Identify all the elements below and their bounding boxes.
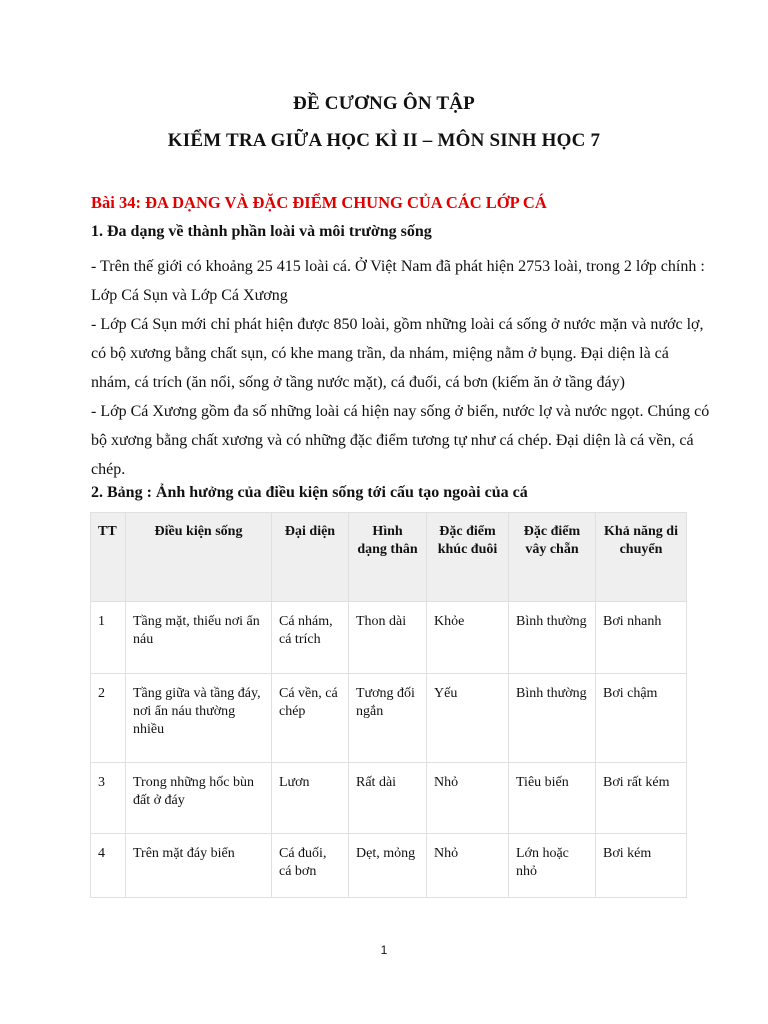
- table-row: [91, 602, 687, 674]
- lesson-heading: Bài 34: ĐA DẠNG VÀ ĐẶC ĐIỂM CHUNG CỦA CÁC LỚP CÁ: [91, 193, 547, 212]
- table-cell: Tương đối ngắn: [349, 674, 427, 763]
- table-cell: Nhỏ: [427, 763, 509, 834]
- table-cell: Khỏe: [427, 602, 509, 674]
- table-cell: Bơi kém: [596, 834, 687, 898]
- document-subtitle: KIỂM TRA GIỮA HỌC KÌ II – MÔN SINH HỌC 7: [167, 130, 601, 151]
- table-cell: Nhỏ: [427, 834, 509, 898]
- table-header-row: [91, 513, 687, 602]
- table-cell: Bơi chậm: [596, 674, 687, 763]
- column-header: Điều kiện sống: [126, 513, 272, 602]
- table-cell: Lớn hoặc nhỏ: [509, 834, 596, 898]
- section2-heading: 2. Bảng : Ảnh hưởng của điều kiện sống tới cấu tạo ngoài của cá: [91, 484, 528, 501]
- section1-heading: 1. Đa dạng về thành phần loài và môi trường sống: [91, 223, 432, 240]
- table-cell: Bơi nhanh: [596, 602, 687, 674]
- table-cell: Rất dài: [349, 763, 427, 834]
- table-cell: Thon dài: [349, 602, 427, 674]
- column-header: TT: [91, 513, 126, 602]
- table-cell: Trên mặt đáy biển: [126, 834, 272, 898]
- paragraph: - Trên thế giới có khoảng 25 415 loài cá. Ở Việt Nam đã phát hiện 2753 loài, trong 2 lớp chính : Lớp Cá Sụn và Lớp Cá Xương: [91, 258, 705, 304]
- table-row: [91, 763, 687, 834]
- table-cell: Bơi rất kém: [596, 763, 687, 834]
- table-cell: Bình thường: [509, 602, 596, 674]
- page-number: 1: [380, 943, 388, 957]
- table-cell: Cá nhám, cá trích: [272, 602, 349, 674]
- table-cell: Bình thường: [509, 674, 596, 763]
- table-cell: Lươn: [272, 763, 349, 834]
- table-cell: Cá đuối, cá bơn: [272, 834, 349, 898]
- column-header: Đại diện: [272, 513, 349, 602]
- table-cell: Yếu: [427, 674, 509, 763]
- table-cell: Tầng mặt, thiếu nơi ẩn náu: [126, 602, 272, 674]
- table-cell: 1: [91, 602, 126, 674]
- column-header: Đặc điểm khúc đuôi: [427, 513, 509, 602]
- table-cell: Dẹt, mỏng: [349, 834, 427, 898]
- table-cell: 3: [91, 763, 126, 834]
- table-cell: Tiêu biến: [509, 763, 596, 834]
- paragraph: - Lớp Cá Xương gồm đa số những loài cá hiện nay sống ở biển, nước lợ và nước ngọt. Chúng có bộ xương bằng chất xương và có những đặc điểm tương tự như cá chép. Đại diện là cá vền, cá chép.: [91, 403, 710, 478]
- column-header: Hình dạng thân: [349, 513, 427, 602]
- document-title: ĐỀ CƯƠNG ÔN TẬP: [293, 93, 475, 114]
- column-header: Khả năng di chuyển: [596, 513, 687, 602]
- table-cell: 4: [91, 834, 126, 898]
- table-cell: Cá vền, cá chép: [272, 674, 349, 763]
- column-header: Đặc điểm vây chẵn: [509, 513, 596, 602]
- table-cell: Tầng giữa và tầng đáy, nơi ẩn náu thường nhiều: [126, 674, 272, 763]
- table-cell: 2: [91, 674, 126, 763]
- section1-body: [91, 252, 711, 484]
- table-row: [91, 834, 687, 898]
- fish-conditions-table: [90, 512, 687, 898]
- table-row: [91, 674, 687, 763]
- table-cell: Trong những hốc bùn đất ở đáy: [126, 763, 272, 834]
- paragraph: - Lớp Cá Sụn mới chỉ phát hiện được 850 loài, gồm những loài cá sống ở nước mặn và nước lợ, có bộ xương bằng chất sụn, có khe mang trần, da nhám, miệng nằm ở bụng. Đại diện là cá nhám, cá trích (ăn nổi, sống ở tầng nước mặt), cá đuối, cá bơn (kiếm ăn ở tầng đáy): [91, 316, 704, 391]
